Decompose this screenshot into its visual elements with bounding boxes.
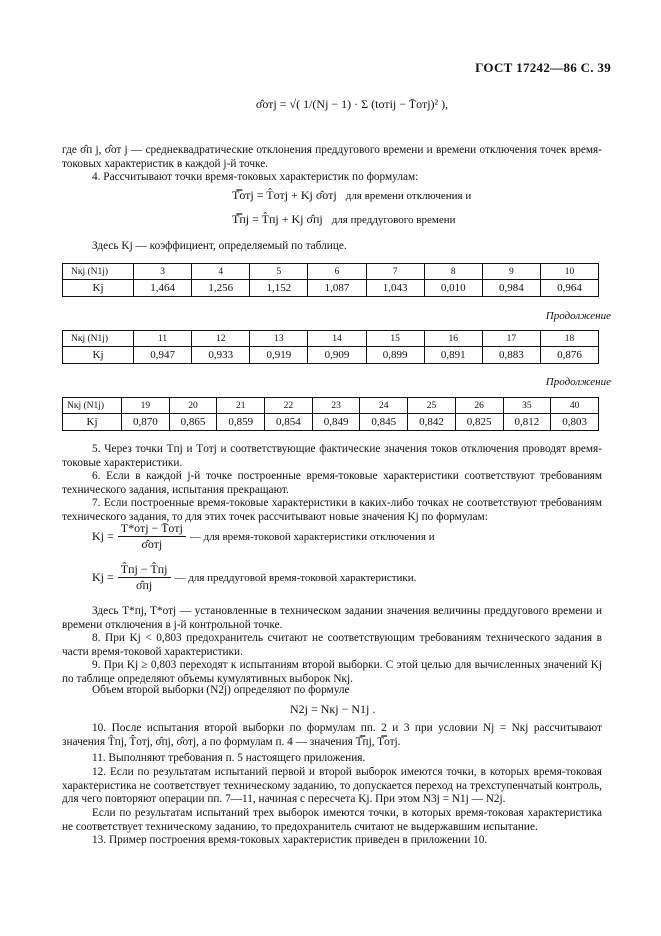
- table-cell: 12: [192, 331, 250, 347]
- table-cell: 7: [366, 264, 424, 280]
- formula-t-p-note: для преддугового времени: [331, 214, 456, 226]
- table-cell: 0,812: [503, 414, 551, 431]
- table-row-label: Kj: [63, 414, 122, 431]
- item-4: 4. Рассчитывают точки время-токовых характеристик по формулам:: [92, 171, 419, 183]
- formula-k-p-denominator: σ̂пj: [136, 578, 153, 592]
- table-cell: 13: [250, 331, 308, 347]
- formula-k-p: [92, 562, 416, 593]
- item-9: 9. При Kj ≥ 0,803 переходят к испытаниям второй выборки. С этой целью для вычисленных значений Kj по таблице определяют объемы кумулятивных выборок Nкj.: [62, 659, 602, 685]
- table-cell: 14: [308, 331, 366, 347]
- table-cell: 0,876: [540, 347, 598, 364]
- table-head-label: Nкj (N1j): [63, 331, 134, 347]
- table-cell: 15: [366, 331, 424, 347]
- formula-t-ot-note: для времени отключения и: [345, 190, 472, 202]
- item-6: 6. Если в каждой j-й точке построенные время-токовые характеристики соответствуют требованиям технического задания, испытания прекращают.: [62, 470, 602, 496]
- item-7: 7. Если построенные время-токовые характеристики в каких-либо точках не соответствуют требованиям технического задания, то для этих точек рассчитывают новые значения Kj по формулам:: [62, 497, 602, 523]
- table-cell: 0,803: [551, 414, 599, 431]
- table-cell: 0,849: [312, 414, 360, 431]
- formula-n2: N2j = Nкj − N1j .: [290, 702, 376, 716]
- table-cell: 0,842: [408, 414, 456, 431]
- table-cell: 26: [455, 398, 503, 414]
- table-cell: 0,947: [134, 347, 192, 364]
- table-cell: 0,870: [122, 414, 170, 431]
- k-table-3: [62, 397, 599, 431]
- item-13: 13. Пример построения время-токовых характеристик приведен в приложении 10.: [92, 834, 488, 846]
- formula-t-ot-expr: T̿отj = T̂отj + Kj σ̂отj: [232, 188, 337, 202]
- table-cell: 0,010: [424, 280, 482, 297]
- table-cell: 21: [217, 398, 265, 414]
- table-cell: 19: [122, 398, 170, 414]
- table-cell: 0,865: [169, 414, 217, 431]
- where-text: где σ̂п j, σ̂от j — среднеквадратические отклонения преддугового времени и времени отключения точек время-токовых характеристик в каждой j-й точке.: [62, 144, 602, 170]
- table-cell: 8: [424, 264, 482, 280]
- formula-k-p-note: — для преддуговой время-токовой характеристики.: [174, 571, 417, 584]
- table-cell: 10: [540, 264, 598, 280]
- table-cell: 0,891: [424, 347, 482, 364]
- table-cell: 0,899: [366, 347, 424, 364]
- k-table-1: [62, 263, 599, 297]
- item-10: 10. После испытания второй выборки по формулам пп. 2 и 3 при условии Nj = Nкj рассчитывают значения T̂пj, T̂отj, σ̂пj, σ̂отj, а по формулам п. 4 — значения T̿пj, T̿отj.: [62, 722, 602, 748]
- item-8: 8. При Kj < 0,803 предохранитель считают не соответствующим требованиям технического задания в части время-токовой характеристики.: [62, 632, 602, 658]
- formula-k-ot-lhs: Kj =: [92, 529, 114, 543]
- item-12: 12. Если по результатам испытаний первой и второй выборок имеются точки, в которых время-токовая характеристика не соответствует техническому заданию, то допускается переход на трехступенчатый контроль, для чего повторяют операции пп. 7—11, начиная с пересчета Kj. При этом N3j = N1j — N2j.: [62, 766, 602, 806]
- table-cell: 22: [265, 398, 313, 414]
- table-cell: 1,256: [192, 280, 250, 297]
- table-cell: 25: [408, 398, 456, 414]
- table-cell: 11: [134, 331, 192, 347]
- table-cell: 1,464: [134, 280, 192, 297]
- table-cell: 40: [551, 398, 599, 414]
- table-head-label: Nкj (N1j): [63, 398, 122, 414]
- continuation-label-1: Продолжение: [545, 310, 611, 322]
- table-cell: 0,964: [540, 280, 598, 297]
- formula-t-p-expr: T̿пj = T̂пj + Kj σ̂пj: [232, 212, 323, 226]
- item-12b: Если по результатам испытаний трех выборок имеются точки, в которых время-токовая характеристика не соответствует техническому заданию, то предохранитель считают не выдержавшим испытание.: [62, 807, 602, 833]
- table-cell: 0,909: [308, 347, 366, 364]
- item-5: 5. Через точки Tпj и Tотj и соответствующие фактические значения токов отключения проводят время-токовые характеристики.: [62, 443, 602, 469]
- formula-sigma: σ̂отj = √( 1/(Nj − 1) · Σ (tотij − T̄отj)² ),: [255, 97, 449, 111]
- table-cell: 0,883: [482, 347, 540, 364]
- table-cell: 23: [312, 398, 360, 414]
- page-header: ГОСТ 17242—86 С. 39: [475, 60, 611, 75]
- formula-k-ot-numerator: T*отj − T̄отj: [118, 521, 186, 537]
- formula-k-p-numerator: T̂пj − T̂пj: [118, 562, 171, 578]
- table-cell: 3: [134, 264, 192, 280]
- table-cell: 20: [169, 398, 217, 414]
- formula-k-p-fraction: [118, 562, 171, 593]
- formula-t-ot: [232, 188, 471, 203]
- table-cell: 1,043: [366, 280, 424, 297]
- table-cell: 0,859: [217, 414, 265, 431]
- table-cell: 17: [482, 331, 540, 347]
- table-row-label: Kj: [63, 280, 134, 297]
- table-cell: 1,152: [250, 280, 308, 297]
- table-cell: 1,087: [308, 280, 366, 297]
- table-cell: 0,919: [250, 347, 308, 364]
- table-cell: 9: [482, 264, 540, 280]
- table-row-label: Kj: [63, 347, 134, 364]
- table-cell: 24: [360, 398, 408, 414]
- here-text: Здесь T*пj, T*отj — установленные в техническом задании значения величины преддугового времени и времени отключения в j-й контрольной точке.: [62, 605, 602, 631]
- table-cell: 4: [192, 264, 250, 280]
- formula-k-p-lhs: Kj =: [92, 570, 114, 584]
- formula-k-ot-fraction: [118, 521, 186, 552]
- formula-k-ot-denominator: σ̂отj: [141, 537, 163, 551]
- table-cell: 35: [503, 398, 551, 414]
- table-cell: 0,845: [360, 414, 408, 431]
- table-cell: 0,933: [192, 347, 250, 364]
- k-table-2: [62, 330, 599, 364]
- item-11: 11. Выполняют требования п. 5 настоящего приложения.: [92, 752, 366, 764]
- table-cell: 16: [424, 331, 482, 347]
- table-head-label: Nкj (N1j): [63, 264, 134, 280]
- table-cell: 6: [308, 264, 366, 280]
- kj-text: Здесь Kj — коэффициент, определяемый по таблице.: [92, 240, 347, 252]
- table-cell: 18: [540, 331, 598, 347]
- formula-k-ot-note: — для время-токовой характеристики отключения и: [189, 530, 435, 543]
- table-cell: 0,825: [455, 414, 503, 431]
- table-cell: 0,854: [265, 414, 313, 431]
- item-9b: Объем второй выборки (N2j) определяют по формуле: [92, 684, 350, 696]
- formula-k-ot: [92, 521, 435, 552]
- table-cell: 0,984: [482, 280, 540, 297]
- formula-t-p: [232, 212, 455, 227]
- continuation-label-2: Продолжение: [545, 376, 611, 388]
- table-cell: 5: [250, 264, 308, 280]
